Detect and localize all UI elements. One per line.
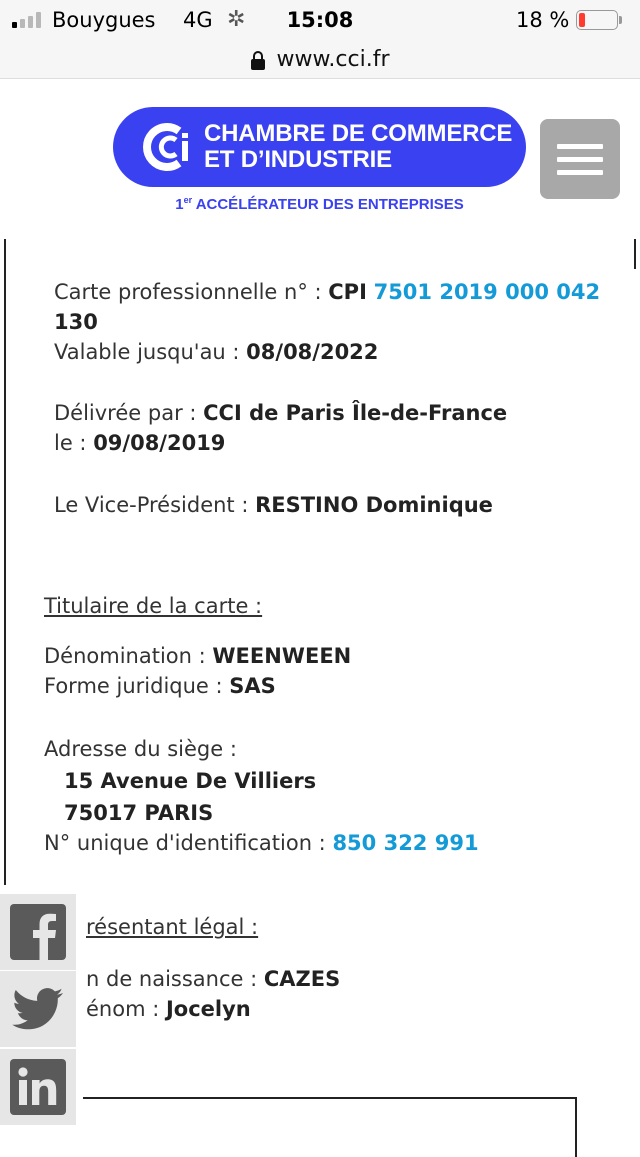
logo-line-2: ET D’INDUSTRIE <box>204 146 392 173</box>
vice-president-row: Le Vice-Président : RESTINO Dominique <box>54 493 493 517</box>
holder-section-title: Titulaire de la carte : <box>44 594 263 618</box>
cci-logo-mark-icon <box>143 121 195 173</box>
facebook-share-button[interactable] <box>0 894 76 970</box>
frame-border-right <box>634 239 636 269</box>
loading-spinner-icon: ✲ <box>227 7 246 32</box>
lock-icon <box>250 50 266 70</box>
address-label: Adresse du siège : <box>44 737 237 761</box>
logo-wordmark <box>204 121 512 173</box>
frame-border-left <box>4 239 6 885</box>
clock: 15:08 <box>286 8 354 32</box>
representative-section-title: résentant légal : <box>86 915 259 939</box>
address-line-1: 15 Avenue De Villiers <box>64 769 317 793</box>
card-number-link[interactable]: 7501 2019 000 042 <box>373 280 601 304</box>
address-line-2: 75017 PARIS <box>64 801 214 825</box>
legal-form-row: Forme juridique : SAS <box>44 674 276 698</box>
battery-icon <box>576 10 622 30</box>
tagline: 1er ACCÉLÉRATEUR DES ENTREPRISES <box>175 195 464 213</box>
logo-line-1: CHAMBRE DE COMMERCE <box>204 120 513 147</box>
twitter-share-button[interactable] <box>0 971 76 1047</box>
birth-name-row: n de naissance : CAZES <box>86 967 341 991</box>
card-number-row: Carte professionnelle n° : CPI 7501 2019 000 042 <box>54 280 601 304</box>
siren-link[interactable]: 850 322 991 <box>332 831 479 855</box>
carrier-name: Bouygues <box>52 8 156 32</box>
network-type: 4G <box>183 8 213 32</box>
address-bar[interactable] <box>0 40 640 79</box>
denomination-row: Dénomination : WEENWEEN <box>44 644 352 668</box>
facebook-icon <box>10 904 66 960</box>
financial-section-frame <box>83 1097 577 1157</box>
menu-button[interactable] <box>540 119 620 199</box>
twitter-icon <box>10 981 66 1037</box>
linkedin-icon <box>10 1059 66 1115</box>
linkedin-share-button[interactable] <box>0 1049 76 1125</box>
site-header <box>0 79 640 239</box>
battery-percent: 18 % <box>516 8 570 32</box>
identification-row: N° unique d'identification : 850 322 991 <box>44 831 479 855</box>
issued-on-row: le : 09/08/2019 <box>54 431 226 455</box>
card-number-suffix: 130 <box>54 310 98 334</box>
first-name-row: énom : Jocelyn <box>86 997 251 1021</box>
cci-logo[interactable] <box>113 107 526 187</box>
status-bar <box>0 0 640 40</box>
valid-until-row: Valable jusqu'au : 08/08/2022 <box>54 340 379 364</box>
issued-by-row: Délivrée par : CCI de Paris Île-de-France <box>54 401 508 425</box>
hamburger-icon <box>557 144 603 149</box>
card-details <box>0 239 640 1136</box>
url-text[interactable]: www.cci.fr <box>276 46 390 72</box>
